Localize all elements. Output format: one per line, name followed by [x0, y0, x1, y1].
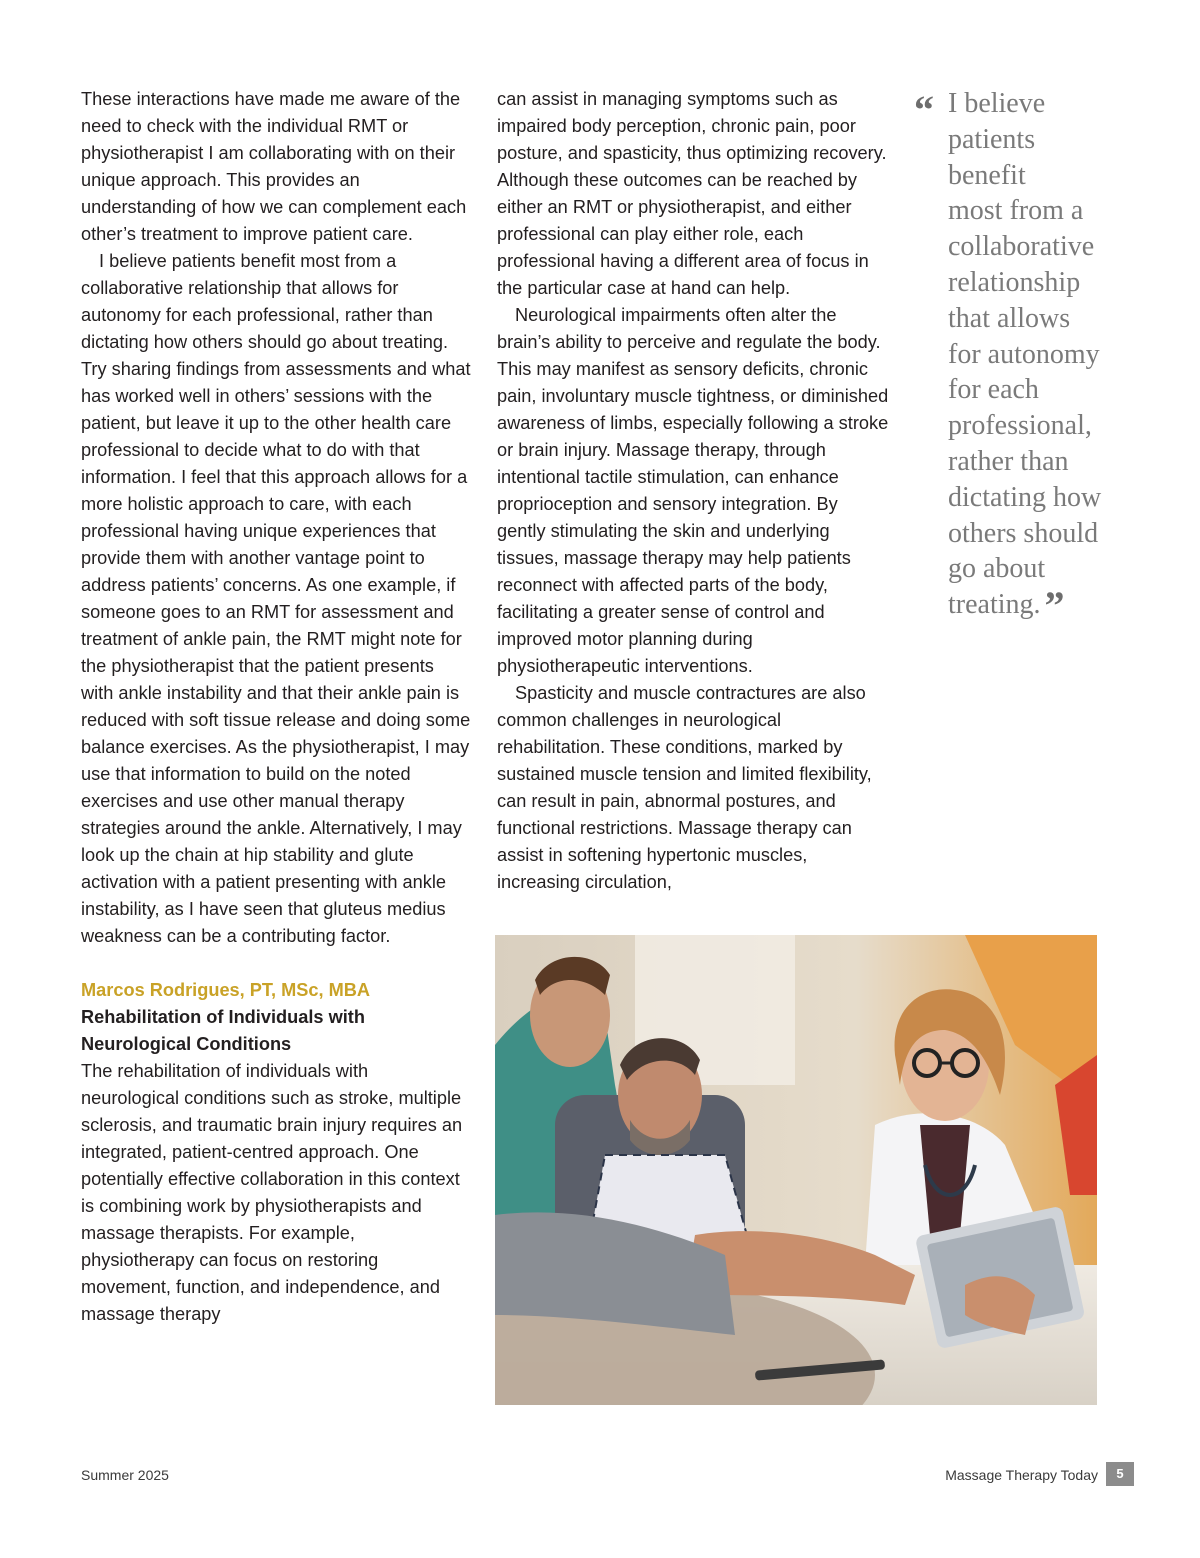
footer-magazine-title: Massage Therapy Today	[945, 1467, 1098, 1483]
quote-line: most from a	[948, 195, 1084, 227]
quote-line: others should	[948, 517, 1099, 549]
quote-line: professional,	[948, 410, 1092, 442]
quote-line: I believe	[948, 88, 1046, 119]
body-paragraph-5: Neurological impairments often alter the brain’s ability to perceive and regulate the body. This may manifest as sensory deficits, chronic pain, involuntary muscle tightness, or diminished awareness of limbs, especially following a stroke or brain injury. Massage therapy, through intentional tactile stimulation, can enhance proprioception and sensory integration. By gently stimulating the skin and underlying tissues, massage therapy may help patients reconnect with affected parts of the body, facilitating a greater sense of control and improved motor planning during physiotherapeutic interventions.	[497, 305, 889, 676]
quote-line: rather than	[948, 445, 1069, 477]
quote-line: relationship	[948, 266, 1081, 298]
quote-line: collaborative	[948, 231, 1095, 263]
body-paragraph-6: Spasticity and muscle contractures are also common challenges in neurological rehabilitation. These conditions, marked by sustained muscle tension and limited flexibility, can result in pain, abnormal postures, and functional restrictions. Massage therapy can assist in softening hypertonic muscles, increasing circulation,	[497, 683, 872, 892]
open-quote-mark: “	[914, 87, 934, 132]
middle-column	[497, 86, 889, 896]
section-heading	[81, 1004, 471, 1058]
section-heading-line-1: Rehabilitation of Individuals with	[81, 1007, 365, 1027]
body-paragraph-2: I believe patients benefit most from a collaborative relationship that allows for autonomy for each professional, rather than dictating how others should go about treating. Try sharing findings from assessments and what has worked well in others’ sessions with the patient, but leave it up to the other health care professional to decide what to do with that information. I feel that this approach allows for a more holistic approach to care, with each professional having unique experiences that provide them with another vantage point to address patients’ concerns. As one example, if someone goes to an RMT for assessment and treatment of ankle pain, the RMT might note for the physiotherapist that the patient presents with ankle instability and that their ankle pain is reduced with soft tissue release and doing some balance exercises. As the physiotherapist, I may use that information to build on the noted exercises and use other manual therapy strategies around the ankle. Alternatively, I may look up the chain at hip stability and glute activation with a patient presenting with ankle instability, as I have seen that gluteus medius weakness can be a contributing factor.	[81, 251, 471, 946]
quote-line: benefit	[948, 159, 1026, 191]
body-paragraph-4: can assist in managing symptoms such as impaired body perception, chronic pain, poor posture, and spasticity, thus optimizing recovery. Although these outcomes can be reached by either an RMT or physiotherapist, and either professional can play either role, each professional having a different area of focus in the particular case at hand can help.	[497, 89, 887, 298]
section-heading-line-2: Neurological Conditions	[81, 1034, 292, 1054]
close-quote-mark: ”	[1044, 583, 1065, 629]
quote-line: go about	[948, 553, 1046, 585]
article-photo	[495, 935, 1097, 1405]
quote-line: for each	[948, 374, 1039, 406]
footer-issue: Summer 2025	[81, 1467, 169, 1483]
page-number: 5	[1106, 1462, 1134, 1486]
quote-line: for autonomy	[948, 338, 1100, 370]
quote-line: treating.	[948, 589, 1041, 621]
quote-line: that allows	[948, 302, 1071, 334]
body-paragraph-1: These interactions have made me aware of the need to check with the individual RMT or physiotherapist I am collaborating with on their unique approach. This provides an understanding of how we can complement each other’s treatment to improve patient care.	[81, 89, 467, 244]
left-column	[81, 86, 471, 1328]
quote-line: patients	[948, 123, 1036, 155]
quote-line: dictating how	[948, 481, 1102, 513]
body-paragraph-3: The rehabilitation of individuals with neurological conditions such as stroke, multiple sclerosis, and traumatic brain injury requires an integrated, patient-centred approach. One potentially effective collaboration in this context is combining work by physiotherapists and massage therapists. For example, physiotherapy can focus on restoring movement, function, and independence, and massage therapy	[81, 1061, 463, 1324]
pull-quote	[914, 86, 1148, 629]
author-name: Marcos Rodrigues, PT, MSc, MBA	[81, 980, 371, 1000]
